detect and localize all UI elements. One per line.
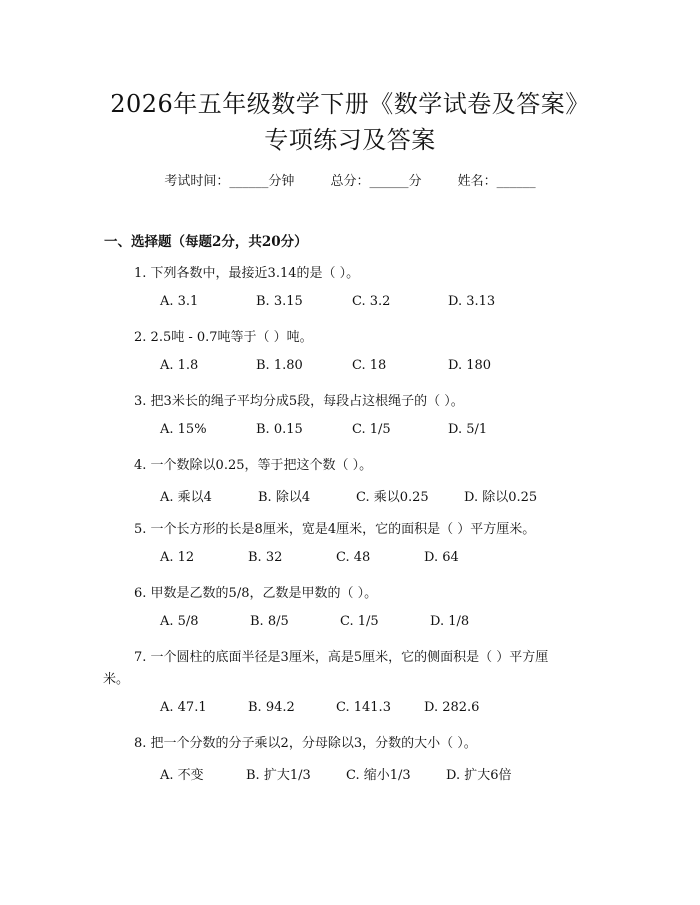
question-number: 3. (134, 394, 147, 409)
section-title: 一、选择题（每题2分，共20分） (104, 234, 308, 250)
question-text: 甲数是乙数的5/8，乙数是甲数的（ ）。 (150, 586, 378, 601)
question-text: 2.5吨 - 0.7吨等于（ ）吨。 (150, 330, 313, 345)
option-a: A. 5/8 (160, 614, 199, 629)
question-2 (134, 326, 313, 345)
option-c: C. 1/5 (340, 614, 379, 629)
question-6 (134, 582, 377, 601)
option-b: B. 1.80 (256, 358, 303, 373)
question-number: 7. (134, 650, 147, 665)
question-text: 一个圆柱的底面半径是3厘米，高是5厘米，它的侧面积是（ ）平方厘 (150, 650, 549, 665)
question-text: 一个长方形的长是8厘米，宽是4厘米，它的面积是（ ）平方厘米。 (150, 522, 536, 537)
option-c: C. 18 (352, 358, 387, 373)
option-d: D. 282.6 (424, 700, 480, 715)
option-b: B. 扩大1/3 (246, 768, 311, 783)
question-number: 4. (134, 458, 147, 473)
option-a: A. 3.1 (160, 294, 199, 309)
option-a: A. 12 (160, 550, 195, 565)
options-5 (160, 550, 459, 565)
question-number: 2. (134, 330, 147, 345)
page-title: 2026年五年级数学下册《数学试卷及答案》 (110, 90, 590, 118)
options-8 (160, 764, 512, 783)
question-3 (134, 390, 464, 409)
option-b: B. 32 (248, 550, 283, 565)
option-b: B. 0.15 (256, 422, 303, 437)
option-a: A. 乘以4 (160, 490, 212, 505)
option-d: D. 5/1 (448, 422, 488, 437)
option-d: D. 1/8 (430, 614, 470, 629)
options-2 (160, 358, 491, 373)
option-c: C. 缩小1/3 (346, 768, 411, 783)
question-number: 5. (134, 522, 147, 537)
option-a: A. 不变 (160, 768, 204, 783)
total-score-field: 总分：______分 (330, 174, 422, 189)
options-4 (160, 486, 537, 505)
option-a: A. 1.8 (160, 358, 199, 373)
question-4 (134, 454, 372, 473)
question-text: 把一个分数的分子乘以2，分母除以3，分数的大小（ ）。 (150, 736, 477, 751)
question-number: 8. (134, 736, 147, 751)
options-7 (160, 700, 479, 715)
option-a: A. 47.1 (160, 700, 207, 715)
option-c: C. 141.3 (336, 700, 391, 715)
option-d: D. 扩大6倍 (446, 768, 512, 783)
option-d: D. 3.13 (448, 294, 496, 309)
option-b: B. 8/5 (250, 614, 289, 629)
option-d: D. 180 (448, 358, 492, 373)
question-number: 1. (134, 266, 147, 281)
exam-meta (0, 170, 700, 189)
options-3 (160, 422, 487, 437)
option-a: A. 15% (160, 422, 207, 437)
name-field: 姓名：______ (457, 174, 536, 189)
option-c: C. 乘以0.25 (356, 490, 429, 505)
options-1 (160, 294, 495, 309)
question-7-continuation: 米。 (103, 672, 130, 687)
question-text: 把3米长的绳子平均分成5段，每段占这根绳子的（ ）。 (150, 394, 464, 409)
question-5 (134, 518, 535, 537)
page-subtitle: 专项练习及答案 (264, 126, 436, 154)
options-6 (160, 614, 469, 629)
question-8 (134, 732, 477, 751)
option-b: B. 94.2 (248, 700, 295, 715)
question-text: 一个数除以0.25，等于把这个数（ ）。 (150, 458, 373, 473)
option-b: B. 3.15 (256, 294, 303, 309)
exam-time-field: 考试时间：______分钟 (164, 174, 295, 189)
option-c: C. 1/5 (352, 422, 391, 437)
question-7 (134, 646, 548, 665)
question-text: 下列各数中，最接近3.14的是（ ）。 (150, 266, 360, 281)
option-d: D. 除以0.25 (464, 490, 538, 505)
option-b: B. 除以4 (258, 490, 311, 505)
question-number: 6. (134, 586, 147, 601)
option-c: C. 3.2 (352, 294, 391, 309)
question-1 (134, 262, 359, 281)
option-d: D. 64 (424, 550, 459, 565)
option-c: C. 48 (336, 550, 371, 565)
